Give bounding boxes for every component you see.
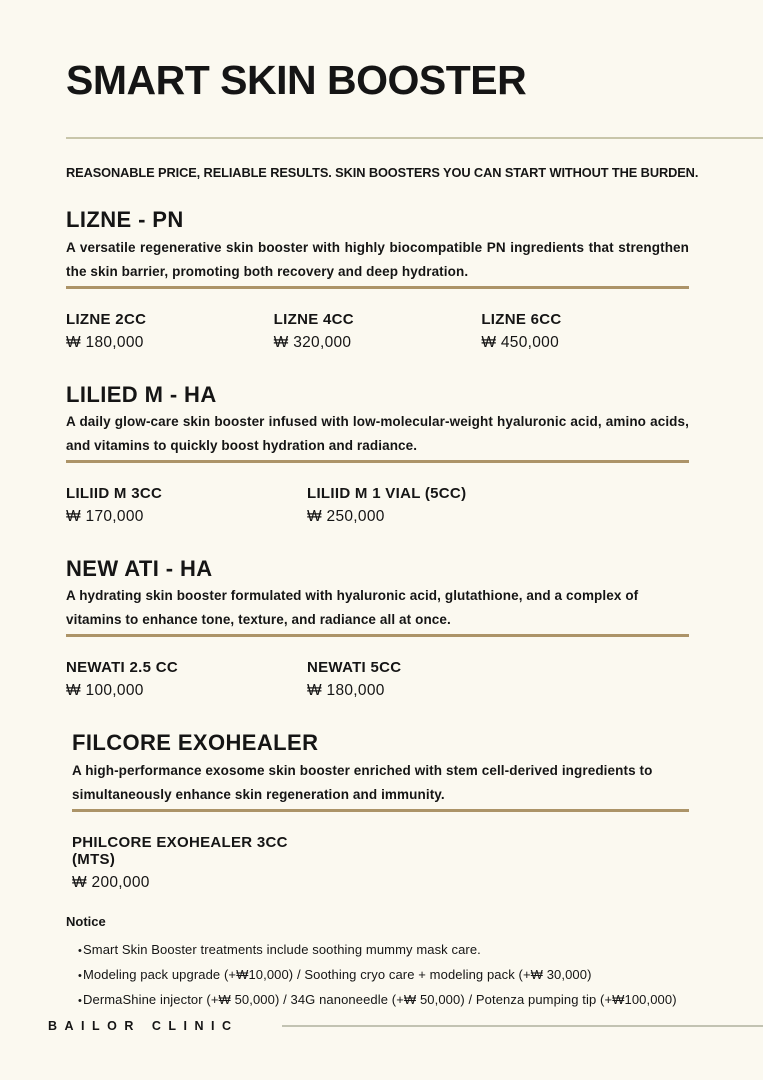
item-name: NEWATI 2.5 CC [66,659,178,677]
notice-text: Modeling pack upgrade (+₩10,000) / Soothing cryo care + modeling pack (+₩ 30,000) [83,966,592,982]
price-items-row [66,311,689,352]
price-item [481,311,689,352]
price-items-row [66,485,689,526]
section-divider [66,634,689,637]
price-item [66,485,307,526]
item-price: ₩ 200,000 [72,873,150,891]
section-lizne-pn [66,207,689,351]
item-price: ₩ 450,000 [481,333,560,351]
item-name: LIZNE 4CC [273,310,354,328]
price-item [307,485,548,526]
price-item [66,311,274,352]
section-description: A hydrating skin booster formulated with hyaluronic acid, glutathione, and a complex of vitamins to enhance tone, texture, and radiance all at once. [66,588,639,628]
section-description: A high-performance exosome skin booster enriched with stem cell-derived ingredients to simultaneously enhance skin regeneration and immunity. [72,762,653,802]
bullet-dot: • [78,944,82,957]
item-price: ₩ 180,000 [307,682,385,700]
section-heading: LILIED M - HA [66,381,217,407]
section-heading: LIZNE - PN [66,207,184,233]
item-price: ₩ 170,000 [66,507,144,525]
price-item [66,659,307,700]
menu-content [0,165,763,892]
list-item [66,938,763,963]
item-price: ₩ 250,000 [307,507,385,525]
page-title: SMART SKIN BOOSTER [66,57,527,103]
section-filcore-exohealer [72,730,689,891]
notice-heading: Notice [66,913,106,929]
notice-section [66,914,763,1013]
item-name: LILIID M 1 VIAL (5CC) [307,484,467,502]
list-item [66,963,763,988]
bullet-dot: • [78,969,82,982]
header-divider [66,137,763,139]
clinic-brand: BAILOR CLINIC [48,1019,239,1033]
section-heading: FILCORE EXOHEALER [72,730,319,756]
section-divider [72,809,689,812]
price-item [72,834,313,892]
bullet-dot: • [78,994,82,1007]
page-subtitle: REASONABLE PRICE, RELIABLE RESULTS. SKIN BOOSTERS YOU CAN START WITHOUT THE BURDEN. [66,165,699,181]
list-item [66,988,763,1013]
item-name: LILIID M 3CC [66,484,163,502]
footer-divider [282,1025,763,1027]
price-items-row [66,659,689,700]
item-price: ₩ 180,000 [66,333,144,351]
section-new-ati-ha [66,556,689,700]
page-footer [48,1019,763,1033]
price-item [307,659,548,700]
item-price: ₩ 100,000 [66,682,144,700]
item-name: NEWATI 5CC [307,659,402,677]
price-item [274,311,482,352]
item-name: PHILCORE EXOHEALER 3CC (MTS) [72,833,288,868]
price-items-row [72,834,689,892]
item-name: LIZNE 2CC [66,310,147,328]
section-description: A daily glow-care skin booster infused with low-molecular-weight hyaluronic acid, amino acids, and vitamins to quickly boost hydration and radiance. [66,413,689,453]
section-lilied-m-ha [66,382,689,526]
notice-list [66,938,763,1013]
item-name: LIZNE 6CC [481,310,562,328]
item-price: ₩ 320,000 [273,333,352,351]
section-heading: NEW ATI - HA [66,555,213,581]
section-divider [66,286,689,289]
notice-text: Smart Skin Booster treatments include soothing mummy mask care. [83,941,481,957]
section-description: A versatile regenerative skin booster with highly biocompatible PN ingredients that strengthen the skin barrier, promoting both recovery and deep hydration. [66,239,689,279]
notice-text: DermaShine injector (+₩ 50,000) / 34G nanoneedle (+₩ 50,000) / Potenza pumping tip (+₩100,000) [83,991,677,1007]
section-divider [66,460,689,463]
